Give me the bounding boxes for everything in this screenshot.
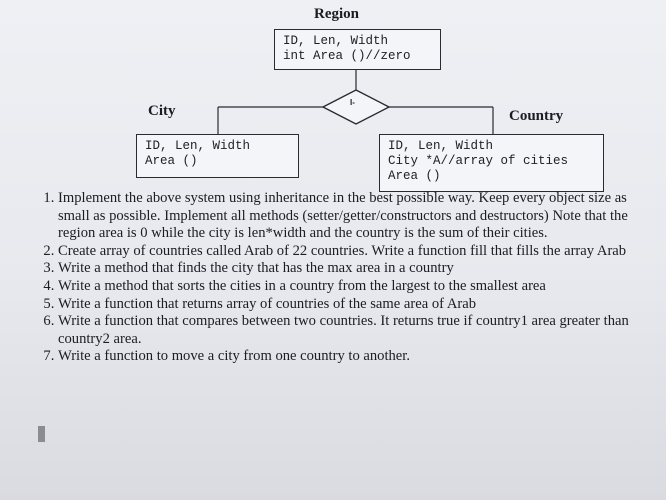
task-item-1: 1. Implement the above system using inheritance in the best possible way. Keep every object size as small as possible. Implement all methods (setter/getter/constructors and destructors) Note that the region area is 0 while the city is len*width and the country is the sum of their cities. [58,190,652,243]
country-array-field: City *A//array of cities [388,154,569,168]
country-title: Country [509,108,564,124]
city-method: Area () [145,154,198,168]
country-class-box [379,134,604,192]
city-class-box [136,134,299,178]
city-attributes: ID, Len, Width [145,139,251,153]
task-item-6: 6. Write a function that compares between two countries. It returns true if country1 area greater than country2 area. [58,313,652,348]
country-method: Area () [388,169,441,183]
task-item-5: 5. Write a function that returns array of countries of the same area of Arab [58,296,652,314]
diamond-label: I- [350,98,355,107]
inheritance-diamond [323,90,389,124]
region-class-box [274,29,441,70]
country-attributes: ID, Len, Width [388,139,494,153]
task-item-3: 3. Write a method that finds the city that has the max area in a country [58,260,652,278]
city-title: City [148,103,176,119]
text-cursor [38,426,45,442]
task-item-2: 2. Create array of countries called Arab of 22 countries. Write a function fill that fills the array Arab [58,243,652,261]
region-attributes: ID, Len, Width [283,34,389,48]
task-item-7: 7. Write a function to move a city from one country to another. [58,348,652,366]
task-list [24,190,652,366]
task-item-4: 4. Write a method that sorts the cities in a country from the largest to the smallest area [58,278,652,296]
region-title: Region [314,6,359,22]
region-method: int Area ()//zero [283,49,411,63]
